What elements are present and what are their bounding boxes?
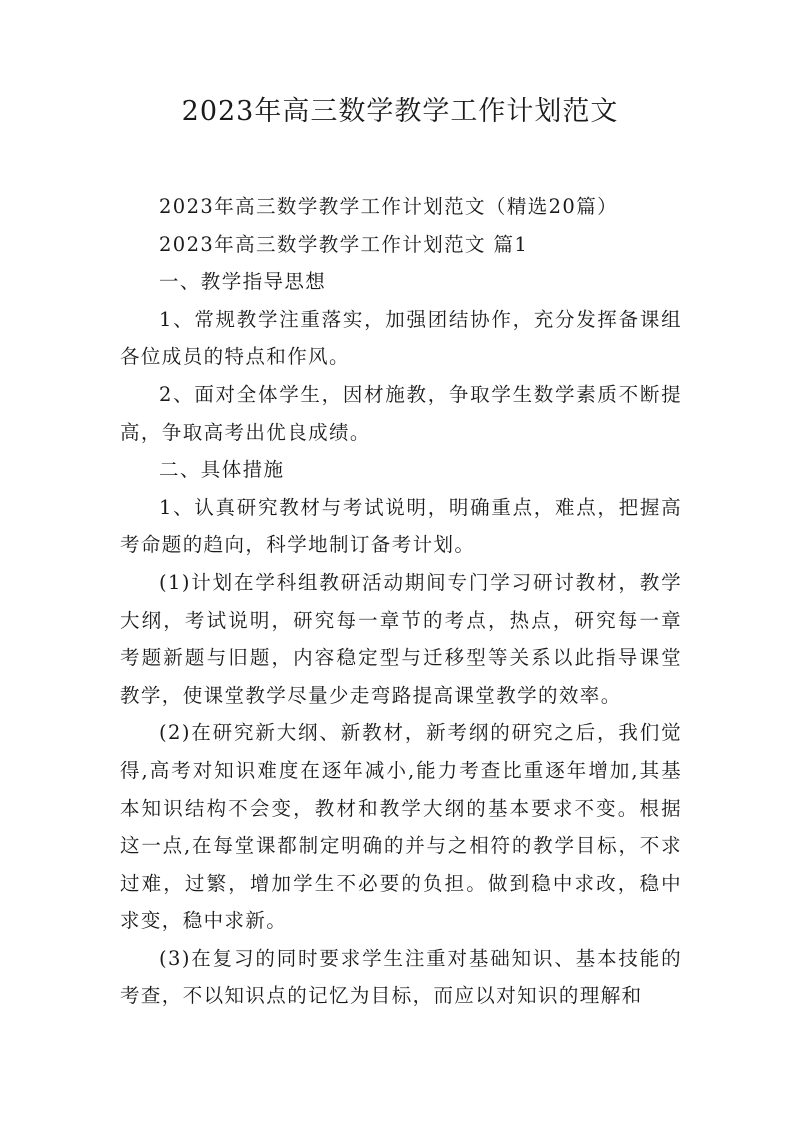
paragraph-point-1: 1、常规教学注重落实，加强团结协作，充分发挥备课组各位成员的特点和作风。 (120, 307, 682, 369)
subtitle-paragraph: 2023年高三数学教学工作计划范文（精选20篇） (159, 195, 619, 218)
section-heading-guiding-thought: 一、教学指导思想 (159, 270, 327, 294)
section-heading-measures: 二、具体措施 (159, 458, 285, 482)
paragraph-sub-1: (1)计划在学科组教研活动期间专门学习研讨教材，教学大纲，考试说明，研究每一章节的考点，热点，研究每一章考题新题与旧题，内容稳定型与迁移型等关系以此指导课堂教学，使课堂教学尽量少走弯路提高课堂教学的效率。 (120, 570, 682, 707)
paragraph-sub-3: (3)在复习的同时要求学生注重对基础知识、基本技能的考查，不以知识点的记忆为目标，而应以对知识的理解和 (120, 946, 682, 1008)
paragraph-point-2: 2、面对全体学生，因材施教，争取学生数学素质不断提高，争取高考出优良成绩。 (120, 382, 682, 444)
article-heading: 2023年高三数学教学工作计划范文 篇1 (159, 232, 529, 256)
paragraph-sub-2: (2)在研究新大纲、新教材，新考纲的研究之后，我们觉得,高考对知识难度在逐年减小,能力考查比重逐年增加,其基本知识结构不会变，教材和教学大纲的基本要求不变。根据这一点,在每堂课都制定明确的并与之相符的教学目标，不求过难，过繁，增加学生不必要的负担。做到稳中求改，稳中求变，稳中求新。 (120, 721, 682, 933)
paragraph-measure-1: 1、认真研究教材与考试说明，明确重点，难点，把握高考命题的趋向，科学地制订备考计划。 (120, 495, 682, 557)
document-body (120, 188, 682, 1015)
document-title: 2023年高三数学教学工作计划范文 (181, 96, 619, 127)
